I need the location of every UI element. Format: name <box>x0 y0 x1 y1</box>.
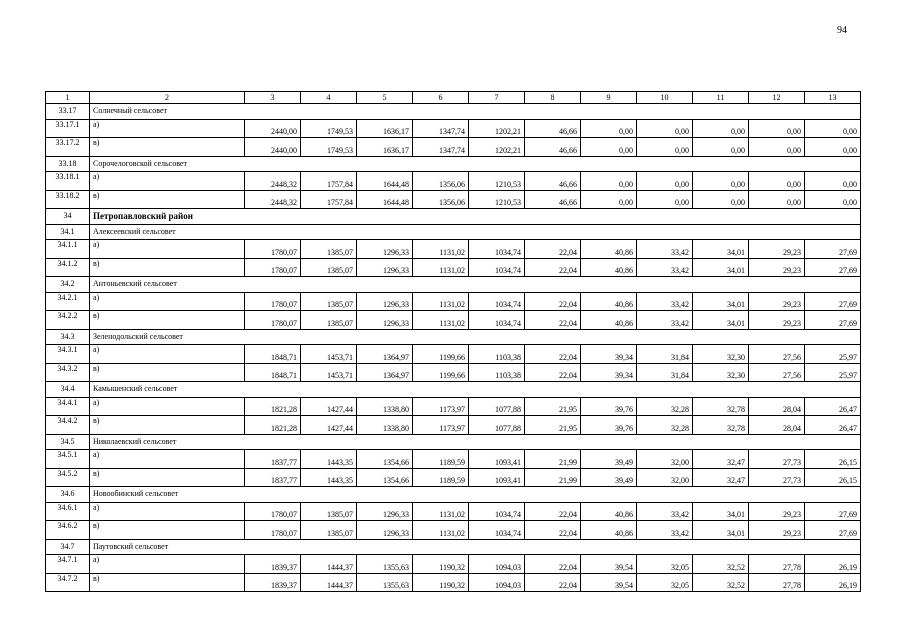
value-cell: 1354,66 <box>357 450 413 469</box>
value-cell: 22,04 <box>525 363 581 382</box>
value-cell: 1034,74 <box>469 240 525 259</box>
value-cell: 1453,71 <box>301 345 357 364</box>
row-code: 34.6 <box>46 487 90 503</box>
value-cell: 26,19 <box>805 573 861 592</box>
value-cell: 1780,07 <box>245 521 301 540</box>
value-cell: 27,78 <box>749 573 805 592</box>
value-cell: 32,05 <box>637 555 693 574</box>
value-cell: 1364,97 <box>357 345 413 364</box>
value-cell: 1848,71 <box>245 345 301 364</box>
value-cell: 1427,44 <box>301 416 357 435</box>
value-cell: 29,23 <box>749 258 805 277</box>
row-subitem: в) <box>90 311 245 330</box>
value-cell: 1210,53 <box>469 172 525 191</box>
value-cell: 33,42 <box>637 521 693 540</box>
row-subitem: а) <box>90 292 245 311</box>
value-cell: 39,34 <box>581 345 637 364</box>
value-cell: 1338,80 <box>357 416 413 435</box>
column-number-header: 10 <box>637 92 693 104</box>
value-cell: 0,00 <box>581 190 637 209</box>
row-code: 34.1.1 <box>46 240 90 259</box>
column-number-header: 2 <box>90 92 245 104</box>
row-code: 34.1.2 <box>46 258 90 277</box>
row-subitem: а) <box>90 172 245 191</box>
section-row <box>46 487 861 503</box>
column-number-header: 1 <box>46 92 90 104</box>
column-number-header: 7 <box>469 92 525 104</box>
value-cell: 21,95 <box>525 416 581 435</box>
value-cell: 32,30 <box>693 363 749 382</box>
value-cell: 1034,74 <box>469 502 525 521</box>
value-cell: 34,01 <box>693 292 749 311</box>
value-cell: 0,00 <box>749 190 805 209</box>
value-cell: 31,84 <box>637 345 693 364</box>
section-title: Новообинский сельсовет <box>90 487 861 503</box>
table-row <box>46 502 861 521</box>
value-cell: 28,04 <box>749 397 805 416</box>
value-cell: 1354,66 <box>357 468 413 487</box>
value-cell: 1839,37 <box>245 573 301 592</box>
value-cell: 1131,02 <box>413 258 469 277</box>
value-cell: 1444,37 <box>301 573 357 592</box>
row-code: 34.2 <box>46 277 90 293</box>
section-title: Николаевский сельсовет <box>90 434 861 450</box>
value-cell: 1034,74 <box>469 292 525 311</box>
value-cell: 1821,28 <box>245 397 301 416</box>
value-cell: 1356,06 <box>413 172 469 191</box>
row-code: 33.18.1 <box>46 172 90 191</box>
value-cell: 28,04 <box>749 416 805 435</box>
value-cell: 29,23 <box>749 240 805 259</box>
value-cell: 26,47 <box>805 416 861 435</box>
table-row <box>46 397 861 416</box>
value-cell: 1296,33 <box>357 240 413 259</box>
value-cell: 33,42 <box>637 258 693 277</box>
table-row <box>46 172 861 191</box>
section-row <box>46 104 861 120</box>
row-code: 34.7 <box>46 539 90 555</box>
value-cell: 1077,88 <box>469 416 525 435</box>
value-cell: 40,86 <box>581 292 637 311</box>
value-cell: 1131,02 <box>413 311 469 330</box>
value-cell: 1131,02 <box>413 521 469 540</box>
value-cell: 21,99 <box>525 450 581 469</box>
value-cell: 1347,74 <box>413 119 469 138</box>
value-cell: 1199,66 <box>413 363 469 382</box>
value-cell: 1821,28 <box>245 416 301 435</box>
section-row <box>46 156 861 172</box>
value-cell: 27,73 <box>749 450 805 469</box>
section-row <box>46 434 861 450</box>
row-subitem: в) <box>90 190 245 209</box>
value-cell: 46,66 <box>525 119 581 138</box>
value-cell: 1034,74 <box>469 311 525 330</box>
value-cell: 1189,59 <box>413 468 469 487</box>
value-cell: 22,04 <box>525 521 581 540</box>
value-cell: 22,04 <box>525 311 581 330</box>
value-cell: 1780,07 <box>245 502 301 521</box>
value-cell: 1190,32 <box>413 555 469 574</box>
row-code: 34.4 <box>46 382 90 398</box>
value-cell: 46,66 <box>525 190 581 209</box>
value-cell: 32,47 <box>693 468 749 487</box>
row-code: 33.17.2 <box>46 138 90 157</box>
value-cell: 0,00 <box>693 190 749 209</box>
row-subitem: в) <box>90 521 245 540</box>
row-code: 34.3.2 <box>46 363 90 382</box>
value-cell: 1173,97 <box>413 397 469 416</box>
value-cell: 1839,37 <box>245 555 301 574</box>
value-cell: 27,56 <box>749 345 805 364</box>
value-cell: 34,01 <box>693 258 749 277</box>
value-cell: 29,23 <box>749 502 805 521</box>
row-code: 34.2.2 <box>46 311 90 330</box>
value-cell: 39,49 <box>581 450 637 469</box>
value-cell: 1453,71 <box>301 363 357 382</box>
value-cell: 1780,07 <box>245 240 301 259</box>
value-cell: 27,69 <box>805 292 861 311</box>
row-subitem: а) <box>90 240 245 259</box>
value-cell: 26,19 <box>805 555 861 574</box>
value-cell: 22,04 <box>525 345 581 364</box>
value-cell: 21,95 <box>525 397 581 416</box>
column-number-header: 8 <box>525 92 581 104</box>
table-row <box>46 555 861 574</box>
row-code: 34.6.2 <box>46 521 90 540</box>
row-code: 33.18.2 <box>46 190 90 209</box>
value-cell: 1094,03 <box>469 573 525 592</box>
value-cell: 1749,53 <box>301 138 357 157</box>
value-cell: 32,47 <box>693 450 749 469</box>
value-cell: 27,69 <box>805 311 861 330</box>
value-cell: 0,00 <box>637 190 693 209</box>
section-title: Алексеевский сельсовет <box>90 224 861 240</box>
value-cell: 40,86 <box>581 502 637 521</box>
value-cell: 1364,97 <box>357 363 413 382</box>
value-cell: 1385,07 <box>301 521 357 540</box>
value-cell: 26,47 <box>805 397 861 416</box>
value-cell: 32,28 <box>637 397 693 416</box>
value-cell: 1202,21 <box>469 138 525 157</box>
value-cell: 0,00 <box>581 138 637 157</box>
value-cell: 1749,53 <box>301 119 357 138</box>
row-code: 34.3 <box>46 329 90 345</box>
value-cell: 1385,07 <box>301 311 357 330</box>
table-row <box>46 258 861 277</box>
value-cell: 0,00 <box>637 172 693 191</box>
value-cell: 1296,33 <box>357 311 413 330</box>
section-title: Солнечный сельсовет <box>90 104 861 120</box>
value-cell: 39,49 <box>581 468 637 487</box>
value-cell: 34,01 <box>693 240 749 259</box>
value-cell: 34,01 <box>693 521 749 540</box>
section-title: Сорочелоговской сельсовет <box>90 156 861 172</box>
row-code: 34.2.1 <box>46 292 90 311</box>
value-cell: 33,42 <box>637 311 693 330</box>
row-code: 34.4.1 <box>46 397 90 416</box>
row-code: 34.7.2 <box>46 573 90 592</box>
row-code: 33.17 <box>46 104 90 120</box>
value-cell: 46,66 <box>525 172 581 191</box>
value-cell: 1093,41 <box>469 468 525 487</box>
value-cell: 2440,00 <box>245 138 301 157</box>
value-cell: 22,04 <box>525 240 581 259</box>
column-number-header: 11 <box>693 92 749 104</box>
value-cell: 1385,07 <box>301 502 357 521</box>
value-cell: 1780,07 <box>245 292 301 311</box>
value-cell: 1385,07 <box>301 240 357 259</box>
value-cell: 39,54 <box>581 573 637 592</box>
value-cell: 25,97 <box>805 345 861 364</box>
column-number-header: 5 <box>357 92 413 104</box>
value-cell: 1644,48 <box>357 190 413 209</box>
value-cell: 2448,32 <box>245 172 301 191</box>
value-cell: 29,23 <box>749 292 805 311</box>
value-cell: 32,30 <box>693 345 749 364</box>
value-cell: 22,04 <box>525 292 581 311</box>
row-code: 34.1 <box>46 224 90 240</box>
value-cell: 40,86 <box>581 521 637 540</box>
section-title: Антоньевский сельсовет <box>90 277 861 293</box>
district-row <box>46 209 861 225</box>
row-code: 34 <box>46 209 90 225</box>
value-cell: 0,00 <box>693 138 749 157</box>
table-row <box>46 521 861 540</box>
value-cell: 39,76 <box>581 397 637 416</box>
row-subitem: а) <box>90 555 245 574</box>
value-cell: 1427,44 <box>301 397 357 416</box>
value-cell: 1636,17 <box>357 138 413 157</box>
column-number-header: 12 <box>749 92 805 104</box>
row-code: 34.6.1 <box>46 502 90 521</box>
value-cell: 27,69 <box>805 502 861 521</box>
value-cell: 1210,53 <box>469 190 525 209</box>
value-cell: 0,00 <box>805 138 861 157</box>
value-cell: 0,00 <box>749 119 805 138</box>
table-row <box>46 292 861 311</box>
table-row <box>46 311 861 330</box>
value-cell: 1837,77 <box>245 450 301 469</box>
column-number-header: 9 <box>581 92 637 104</box>
row-subitem: а) <box>90 502 245 521</box>
value-cell: 1338,80 <box>357 397 413 416</box>
value-cell: 29,23 <box>749 311 805 330</box>
value-cell: 27,78 <box>749 555 805 574</box>
row-code: 33.17.1 <box>46 119 90 138</box>
value-cell: 1131,02 <box>413 240 469 259</box>
table-row <box>46 345 861 364</box>
value-cell: 22,04 <box>525 502 581 521</box>
value-cell: 0,00 <box>749 138 805 157</box>
value-cell: 22,04 <box>525 573 581 592</box>
table-row <box>46 240 861 259</box>
value-cell: 25,97 <box>805 363 861 382</box>
row-code: 34.7.1 <box>46 555 90 574</box>
value-cell: 21,99 <box>525 468 581 487</box>
value-cell: 1757,84 <box>301 190 357 209</box>
section-title: Зеленодольский сельсовет <box>90 329 861 345</box>
section-row <box>46 277 861 293</box>
section-row <box>46 539 861 555</box>
value-cell: 2440,00 <box>245 119 301 138</box>
value-cell: 1103,38 <box>469 345 525 364</box>
value-cell: 32,52 <box>693 573 749 592</box>
section-row <box>46 329 861 345</box>
table-row <box>46 573 861 592</box>
value-cell: 27,69 <box>805 521 861 540</box>
value-cell: 1296,33 <box>357 521 413 540</box>
value-cell: 33,42 <box>637 292 693 311</box>
value-cell: 1103,38 <box>469 363 525 382</box>
row-code: 33.18 <box>46 156 90 172</box>
row-subitem: в) <box>90 363 245 382</box>
value-cell: 32,05 <box>637 573 693 592</box>
value-cell: 34,01 <box>693 311 749 330</box>
header-row <box>46 92 861 104</box>
value-cell: 1780,07 <box>245 258 301 277</box>
column-number-header: 13 <box>805 92 861 104</box>
value-cell: 0,00 <box>805 119 861 138</box>
value-cell: 32,28 <box>637 416 693 435</box>
tariff-table <box>45 91 861 592</box>
value-cell: 1385,07 <box>301 292 357 311</box>
value-cell: 32,52 <box>693 555 749 574</box>
value-cell: 1296,33 <box>357 502 413 521</box>
page-number: 94 <box>837 25 847 36</box>
value-cell: 0,00 <box>693 119 749 138</box>
value-cell: 1077,88 <box>469 397 525 416</box>
value-cell: 22,04 <box>525 555 581 574</box>
value-cell: 32,78 <box>693 416 749 435</box>
value-cell: 33,42 <box>637 502 693 521</box>
column-number-header: 6 <box>413 92 469 104</box>
value-cell: 29,23 <box>749 521 805 540</box>
value-cell: 27,69 <box>805 258 861 277</box>
value-cell: 1443,35 <box>301 450 357 469</box>
value-cell: 34,01 <box>693 502 749 521</box>
value-cell: 0,00 <box>637 119 693 138</box>
row-code: 34.3.1 <box>46 345 90 364</box>
value-cell: 46,66 <box>525 138 581 157</box>
row-code: 34.5.2 <box>46 468 90 487</box>
value-cell: 1131,02 <box>413 502 469 521</box>
value-cell: 1443,35 <box>301 468 357 487</box>
value-cell: 1355,63 <box>357 573 413 592</box>
table-row <box>46 119 861 138</box>
value-cell: 0,00 <box>805 172 861 191</box>
value-cell: 33,42 <box>637 240 693 259</box>
value-cell: 1034,74 <box>469 521 525 540</box>
table-row <box>46 190 861 209</box>
value-cell: 27,69 <box>805 240 861 259</box>
district-title: Петропавловский район <box>90 209 861 225</box>
section-row <box>46 382 861 398</box>
table-row <box>46 138 861 157</box>
section-title: Паутовский сельсовет <box>90 539 861 555</box>
value-cell: 1173,97 <box>413 416 469 435</box>
row-subitem: в) <box>90 258 245 277</box>
value-cell: 27,73 <box>749 468 805 487</box>
value-cell: 31,84 <box>637 363 693 382</box>
value-cell: 40,86 <box>581 258 637 277</box>
value-cell: 1757,84 <box>301 172 357 191</box>
value-cell: 27,56 <box>749 363 805 382</box>
column-number-header: 3 <box>245 92 301 104</box>
value-cell: 0,00 <box>581 119 637 138</box>
value-cell: 0,00 <box>805 190 861 209</box>
value-cell: 26,15 <box>805 450 861 469</box>
value-cell: 1131,02 <box>413 292 469 311</box>
section-title: Камышенский сельсовет <box>90 382 861 398</box>
value-cell: 39,76 <box>581 416 637 435</box>
value-cell: 1296,33 <box>357 258 413 277</box>
value-cell: 1780,07 <box>245 311 301 330</box>
value-cell: 32,78 <box>693 397 749 416</box>
value-cell: 2448,32 <box>245 190 301 209</box>
value-cell: 1093,41 <box>469 450 525 469</box>
value-cell: 1189,59 <box>413 450 469 469</box>
value-cell: 1094,03 <box>469 555 525 574</box>
value-cell: 1644,48 <box>357 172 413 191</box>
value-cell: 26,15 <box>805 468 861 487</box>
value-cell: 39,34 <box>581 363 637 382</box>
row-subitem: а) <box>90 119 245 138</box>
table-row <box>46 416 861 435</box>
row-subitem: а) <box>90 397 245 416</box>
value-cell: 40,86 <box>581 311 637 330</box>
value-cell: 1356,06 <box>413 190 469 209</box>
value-cell: 1202,21 <box>469 119 525 138</box>
row-subitem: а) <box>90 450 245 469</box>
value-cell: 0,00 <box>693 172 749 191</box>
column-number-header: 4 <box>301 92 357 104</box>
value-cell: 1636,17 <box>357 119 413 138</box>
row-subitem: в) <box>90 416 245 435</box>
value-cell: 40,86 <box>581 240 637 259</box>
value-cell: 1444,37 <box>301 555 357 574</box>
value-cell: 1347,74 <box>413 138 469 157</box>
value-cell: 1355,63 <box>357 555 413 574</box>
value-cell: 1296,33 <box>357 292 413 311</box>
value-cell: 32,00 <box>637 468 693 487</box>
value-cell: 39,54 <box>581 555 637 574</box>
row-subitem: в) <box>90 138 245 157</box>
value-cell: 1190,32 <box>413 573 469 592</box>
row-code: 34.4.2 <box>46 416 90 435</box>
row-subitem: в) <box>90 468 245 487</box>
value-cell: 1848,71 <box>245 363 301 382</box>
table-row <box>46 363 861 382</box>
value-cell: 0,00 <box>581 172 637 191</box>
value-cell: 22,04 <box>525 258 581 277</box>
row-subitem: в) <box>90 573 245 592</box>
table-row <box>46 468 861 487</box>
value-cell: 32,00 <box>637 450 693 469</box>
value-cell: 0,00 <box>749 172 805 191</box>
row-code: 34.5.1 <box>46 450 90 469</box>
value-cell: 1034,74 <box>469 258 525 277</box>
table-row <box>46 450 861 469</box>
row-code: 34.5 <box>46 434 90 450</box>
section-row <box>46 224 861 240</box>
value-cell: 1837,77 <box>245 468 301 487</box>
value-cell: 0,00 <box>637 138 693 157</box>
value-cell: 1199,66 <box>413 345 469 364</box>
value-cell: 1385,07 <box>301 258 357 277</box>
row-subitem: а) <box>90 345 245 364</box>
